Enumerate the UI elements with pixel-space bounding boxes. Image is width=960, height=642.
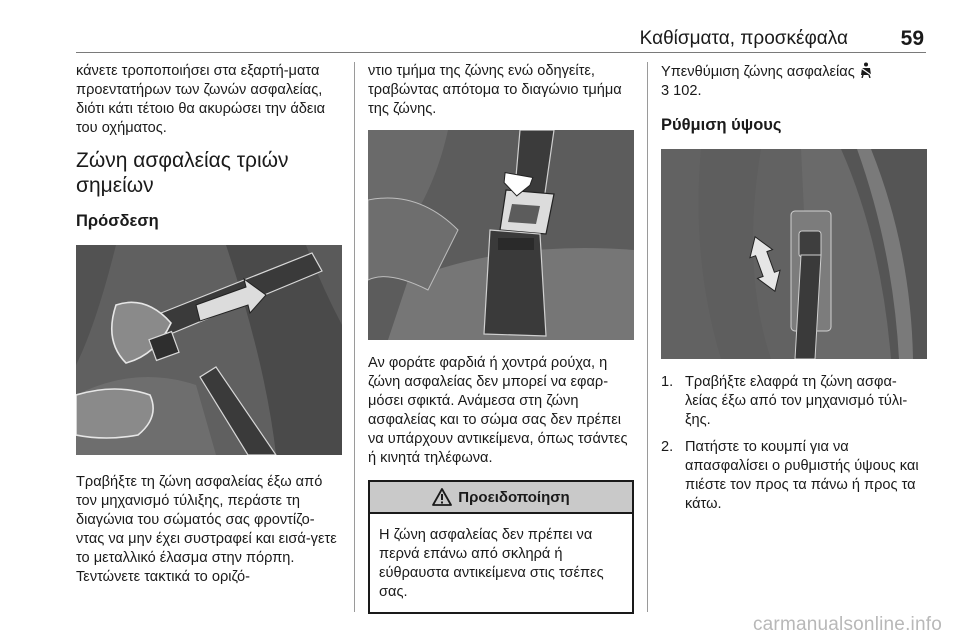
- height-adjust-heading: Ρύθμιση ύψους: [661, 116, 782, 134]
- warning-header: [370, 482, 632, 514]
- fastening-paragraph: Τραβήξτε τη ζώνη ασφαλείας έξω από τον μηχανισμό τύλιξης, περάστε τη διαγώνια του σώματός σας φροντίζο-ντας να μην έχει συστραφεί και εισά-γετε το μεταλλικό έλασμα στην πόρπη. Τεντώνετε τακτικά το οριζό-: [76, 474, 337, 585]
- page-header: [0, 26, 960, 56]
- figure-height-adjuster: [661, 149, 927, 359]
- warning-triangle-icon: [432, 488, 452, 506]
- reminder-page-ref[interactable]: 3 102.: [661, 83, 702, 99]
- figure-buckle: [368, 130, 634, 340]
- clothing-paragraph: Αν φοράτε φαρδιά ή χοντρά ρούχα, η ζώνη ασφαλείας δεν μπορεί να εφαρ-μόσει σφικτά. Ανάμεσα στη ζώνη ασφαλείας και το σώμα σας δεν πρέπει να υπάρχουν αντικείμενα, όπως τσάντες ή κινητά τηλέφωνα.: [368, 355, 628, 466]
- seatbelt-icon: [859, 62, 873, 78]
- list-item: [661, 373, 927, 430]
- column-3: [661, 62, 927, 522]
- adjust-steps-list: [661, 373, 927, 514]
- figure-fastening-belt: [76, 245, 342, 455]
- column-divider-1: [354, 62, 355, 612]
- reminder-text: Υπενθύμιση ζώνης ασφαλείας: [661, 64, 855, 80]
- reminder-line: [661, 62, 927, 101]
- warning-box: [368, 480, 634, 614]
- intro-paragraph: κάνετε τροποποιήσει στα εξαρτή-ματα προεντατήρων των ζωνών ασφαλείας, διότι κάτι τέτοιο θα ακυρώσει την άδεια του οχήματος.: [76, 63, 326, 136]
- step-text: Τραβήξτε ελαφρά τη ζώνη ασφα-λείας έξω από τον μηχανισμό τύλι-ξης.: [685, 374, 908, 428]
- step-text: Πατήστε το κουμπί για να απασφαλίσει ο ρυθμιστής ύψους και πιέστε τον προς τα πάνω ή προς τα κάτω.: [685, 439, 919, 512]
- step-number: 2.: [661, 439, 674, 455]
- warning-title: Προειδοποίηση: [458, 488, 570, 506]
- header-rule: [76, 52, 926, 53]
- warning-text: Η ζώνη ασφαλείας δεν πρέπει να περνά επάνω από σκληρά ή εύθραυστα αντικείμενα στις τσέπες σας.: [379, 527, 604, 600]
- column-divider-2: [647, 62, 648, 612]
- list-item: [661, 438, 927, 514]
- column-1: [76, 62, 342, 587]
- subsection-heading: Πρόσδεση: [76, 212, 159, 230]
- column-2: [368, 62, 634, 614]
- page-title: Καθίσματα, προσκέφαλα: [639, 28, 848, 49]
- page-number: 59: [900, 27, 924, 50]
- watermark: carmanualsonline.info: [752, 614, 942, 635]
- section-heading: Ζώνη ασφαλείας τριών σημείων: [76, 149, 289, 197]
- continuation-paragraph: ντιο τμήμα της ζώνης ενώ οδηγείτε, τραβώντας απότομα το διαγώνιο τμήμα της ζώνης.: [368, 63, 622, 117]
- step-number: 1.: [661, 374, 674, 390]
